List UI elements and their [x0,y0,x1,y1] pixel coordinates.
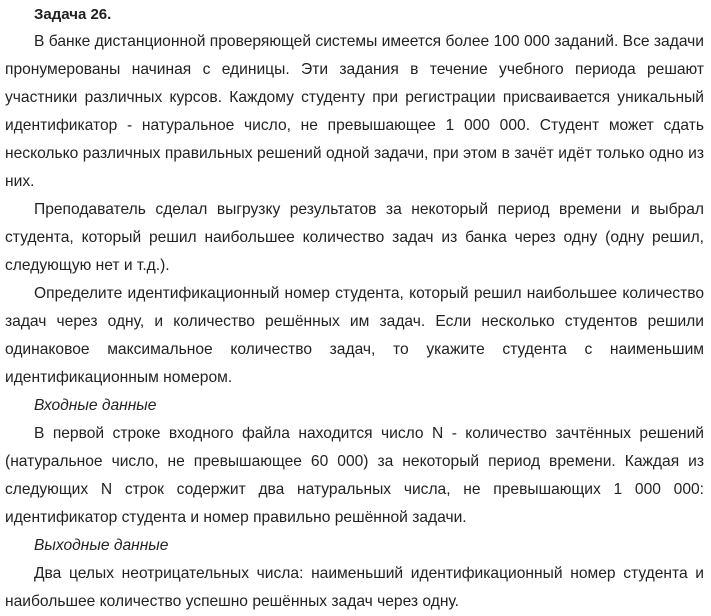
output-description: Два целых неотрицательных числа: наименьший идентификационный номер студента и наибольшее количество успешно решённых задач через одну. [5,565,704,610]
input-description: В первой строке входного файла находится число N - количество зачтённых решений (натуральное число, не превышающее 60 000) за некоторый период времени. Каждая из следующих N строк содержит два натуральных числа, не превышающих 1 000 000: идентификатор студента и номер правильно решённой задачи. [5,425,704,526]
input-heading: Входные данные [34,397,157,414]
task-paragraph-bank: В банке дистанционной проверяющей системы имеется более 100 000 заданий. Все задачи пронумерованы начиная с единицы. Эти задания в течение учебного периода решают участники различных курсов. Каждому студенту при регистрации присваивается уникальный идентификатор - натуральное число, не превышающее 1 000 000. Студент может сдать несколько различных правильных решений одной задачи, при этом в зачёт идёт только одно из них. [5,33,704,190]
task-title: Задача 26. [34,6,112,23]
task-paragraph-teacher: Преподаватель сделал выгрузку результатов за некоторый период времени и выбрал студента, который решил наибольшее количество задач из банка через одну (одну решил, следующую нет и т.д.). [5,201,704,274]
task-paragraph-question: Определите идентификационный номер студента, который решил наибольшее количество задач через одну, и количество решённых им задач. Если несколько студентов решили одинаковое максимальное количество задач, то укажите студента с наименьшим идентификационным номером. [5,285,704,386]
output-heading: Выходные данные [34,537,169,554]
